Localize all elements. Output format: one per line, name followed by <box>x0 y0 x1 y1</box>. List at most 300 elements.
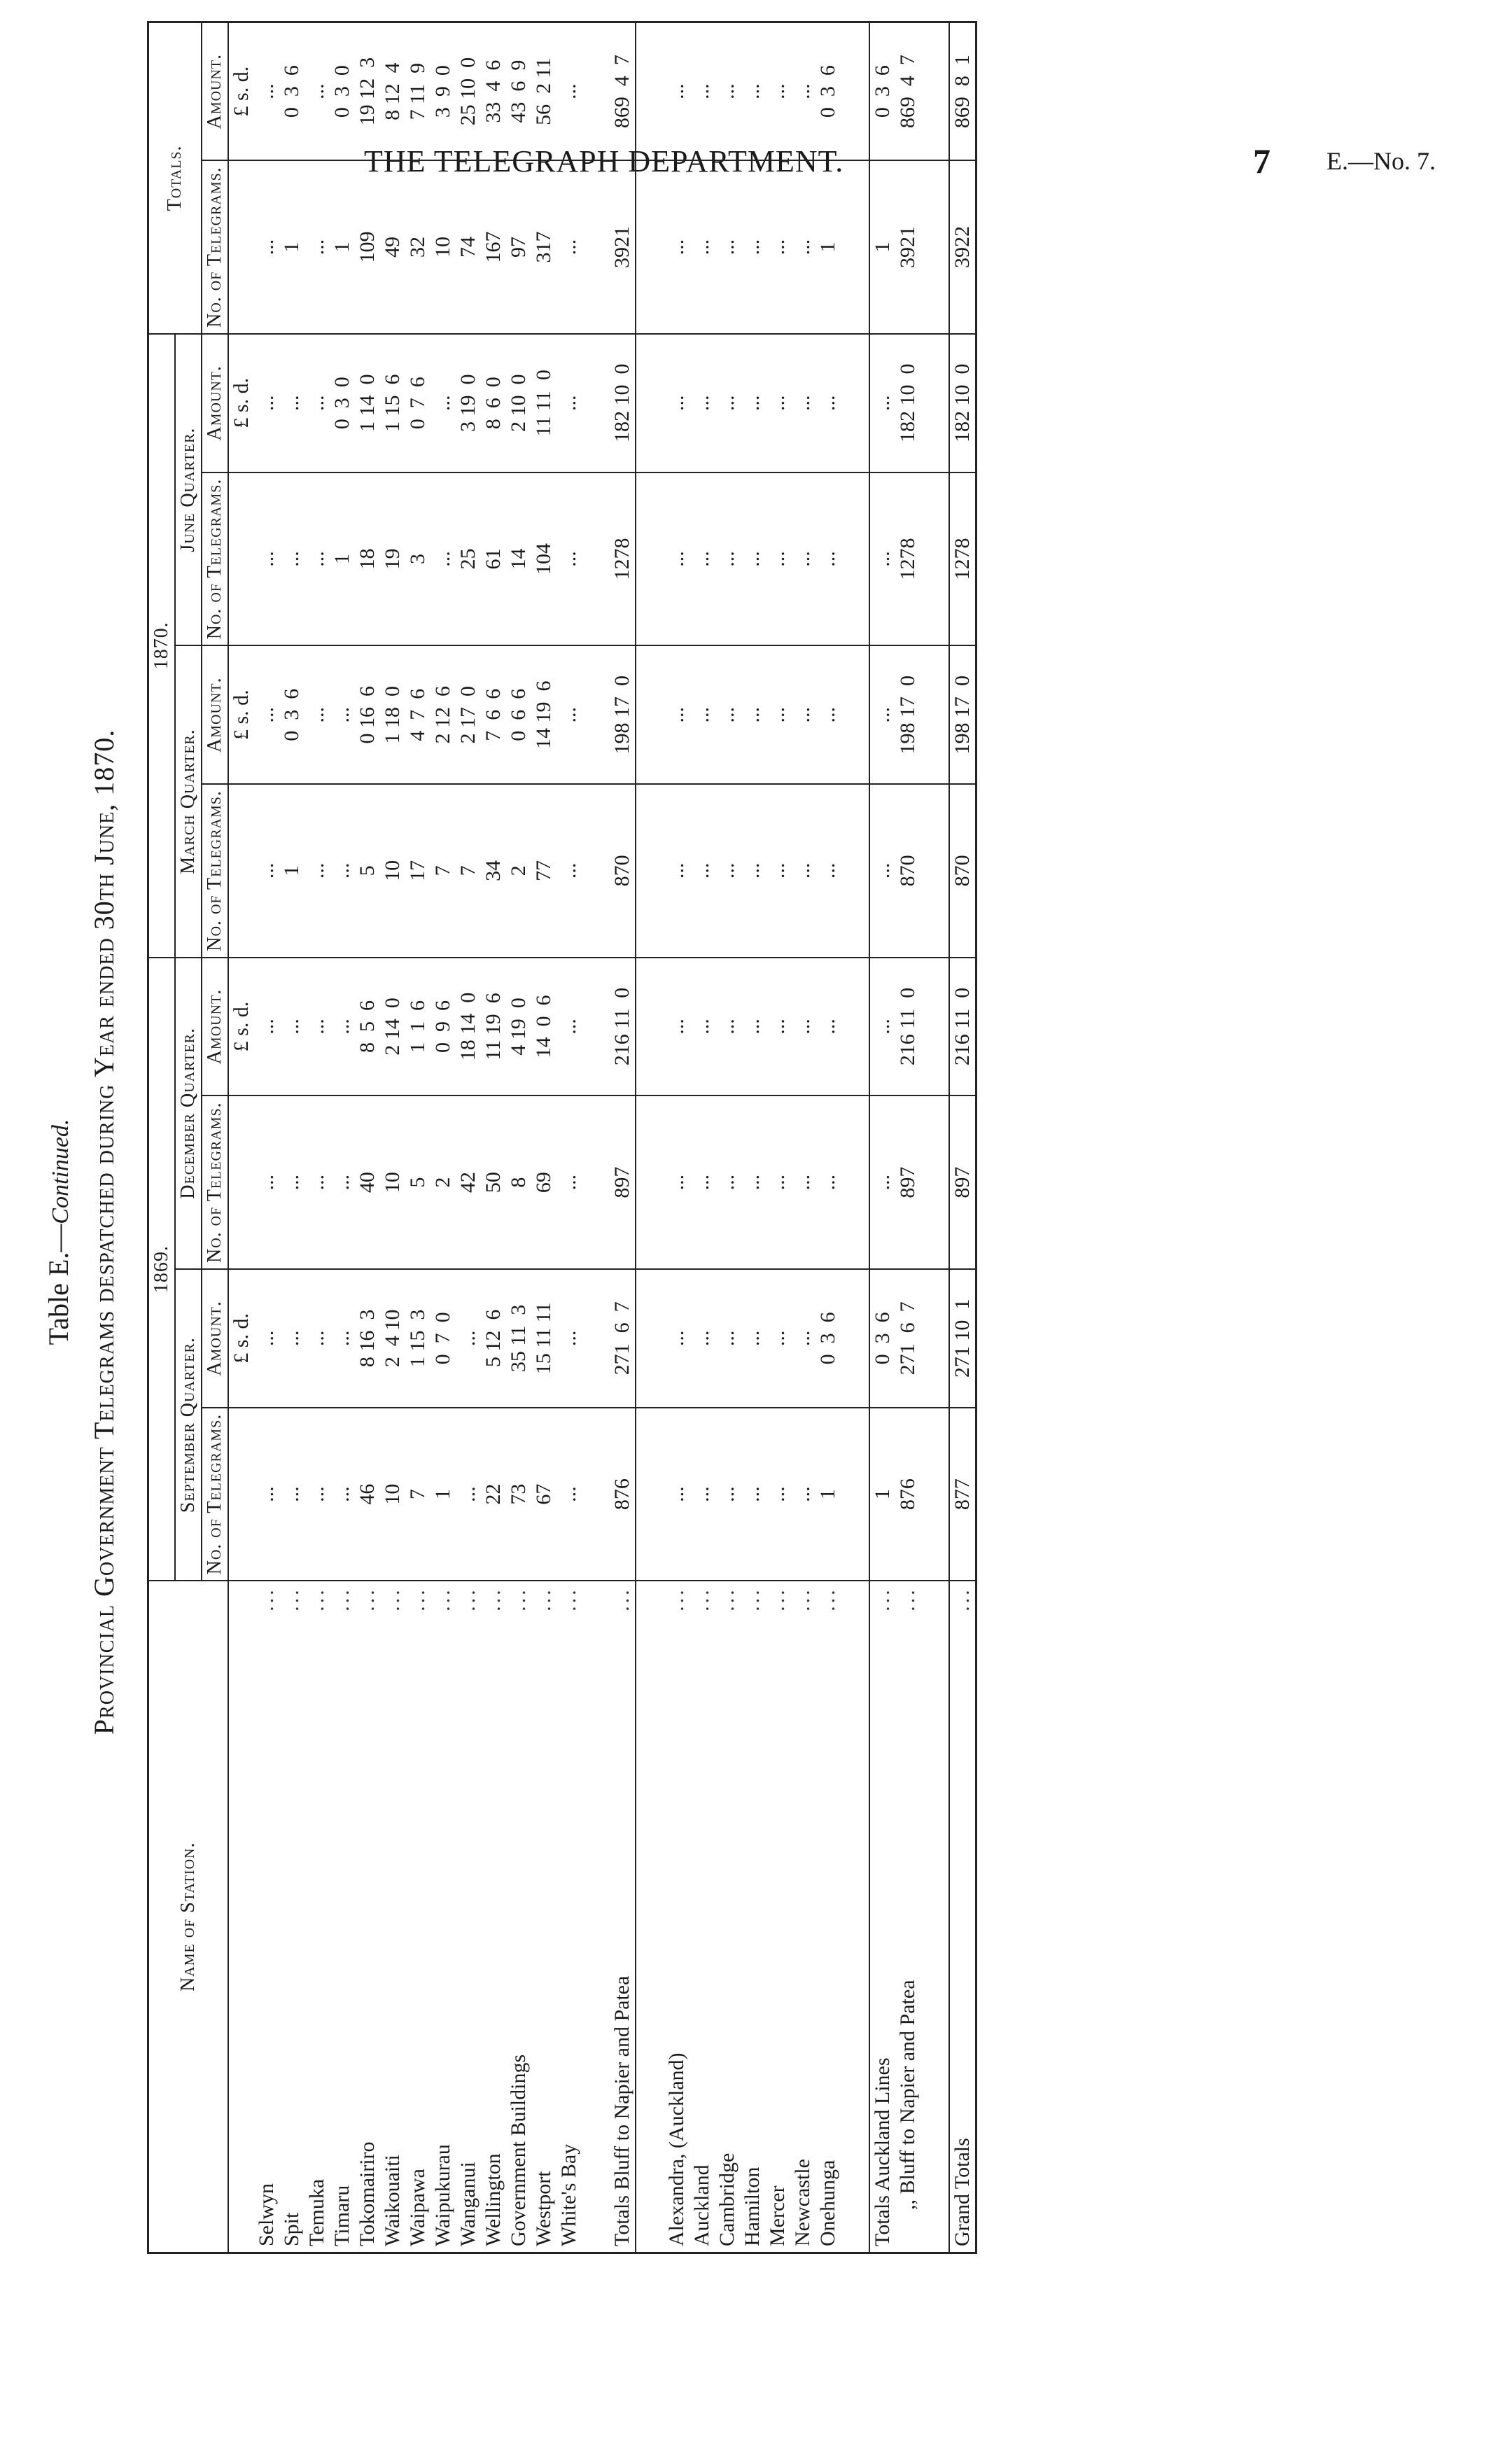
station-name: Waipawa <box>406 2169 429 2246</box>
amount-value: 8 12 4 <box>380 22 405 161</box>
amount-value: ... <box>330 958 355 1096</box>
amount-value: ... <box>664 1269 690 1408</box>
telegram-count: 1 <box>430 1408 456 1581</box>
amount-value: ... <box>279 334 304 472</box>
telegram-count: 74 <box>456 160 481 334</box>
station-name: Totals Bluff to Napier and Patea <box>610 1975 634 2246</box>
telegram-count: ... <box>869 784 895 958</box>
telegram-count: 317 <box>531 160 556 334</box>
telegram-count: ... <box>330 1096 355 1269</box>
telegram-count: ... <box>330 1408 355 1581</box>
telegram-count: 7 <box>405 1408 430 1581</box>
telegram-count: ... <box>790 1408 816 1581</box>
amount-value: 8 16 3 <box>355 1269 380 1408</box>
telegram-count: 3922 <box>949 160 976 334</box>
leader-dots: ... <box>406 1587 429 1611</box>
lsd-label: £ s. d. <box>228 645 254 784</box>
amount-value: ... <box>254 645 279 784</box>
leader-dots: ... <box>766 1587 789 1611</box>
table-container <box>147 21 1260 2254</box>
amount-value: 15 11 11 <box>531 1269 556 1408</box>
header-no-telegrams: No. of Telegrams. <box>202 472 228 646</box>
telegram-count: 870 <box>949 784 976 958</box>
telegram-count: ... <box>715 1096 740 1269</box>
station-name: Spit <box>280 2212 303 2246</box>
telegram-count: ... <box>790 160 816 334</box>
station-name: Auckland <box>690 2164 713 2246</box>
telegram-count: 897 <box>610 1096 636 1269</box>
amount-value: 1 15 6 <box>380 334 405 472</box>
telegram-count: 25 <box>456 472 481 646</box>
amount-value: 182 10 0 <box>949 334 976 472</box>
amount-value: 869 8 1 <box>949 22 976 161</box>
amount-value: ... <box>715 334 740 472</box>
header-no-telegrams: No. of Telegrams. <box>202 784 228 958</box>
amount-value: ... <box>690 1269 715 1408</box>
telegram-count: ... <box>254 784 279 958</box>
telegram-count: 18 <box>355 472 380 646</box>
leader-dots: ... <box>431 1587 454 1611</box>
telegram-count: ... <box>816 1096 841 1269</box>
station-name: Waikouaiti <box>381 2155 404 2246</box>
table-row <box>405 22 430 2253</box>
amount-value: 43 6 9 <box>506 22 531 161</box>
amount-value: ... <box>790 22 816 161</box>
header-no-telegrams: No. of Telegrams. <box>202 1096 228 1269</box>
telegram-count: ... <box>715 472 740 646</box>
telegram-count: ... <box>279 1408 304 1581</box>
amount-value: ... <box>664 334 690 472</box>
telegram-count: 50 <box>481 1096 506 1269</box>
amount-value: ... <box>715 22 740 161</box>
amount-value: ... <box>816 958 841 1096</box>
station-name: ,, Bluff to Napier and Patea <box>896 1980 919 2210</box>
telegram-count: ... <box>740 1096 765 1269</box>
amount-value: ... <box>715 645 740 784</box>
header-amount: Amount. <box>202 22 228 161</box>
leader-dots: ... <box>507 1587 530 1611</box>
amount-value: 198 17 0 <box>610 645 636 784</box>
amount-value: ... <box>869 958 895 1096</box>
table-row <box>790 22 816 2253</box>
amount-value: 0 9 6 <box>430 958 456 1096</box>
amount-value: ... <box>690 645 715 784</box>
amount-value: ... <box>304 334 330 472</box>
amount-value: 0 3 6 <box>816 22 841 161</box>
header-totals: Totals. <box>148 22 202 334</box>
table-row <box>556 22 582 2253</box>
amount-value: ... <box>254 1269 279 1408</box>
amount-value: 1 15 3 <box>405 1269 430 1408</box>
amount-value: ... <box>330 645 355 784</box>
station-name: Government Buildings <box>507 2054 530 2246</box>
telegram-count: ... <box>715 160 740 334</box>
amount-value: 271 6 7 <box>610 1269 636 1408</box>
running-title: THE TELEGRAPH DEPARTMENT. <box>364 144 844 178</box>
station-name: Tokomairiro <box>356 2141 379 2246</box>
table-row <box>254 22 279 2253</box>
telegram-count: 897 <box>895 1096 920 1269</box>
telegram-count: 1 <box>816 160 841 334</box>
amount-value: 19 12 3 <box>355 22 380 161</box>
amount-value: ... <box>430 334 456 472</box>
amount-value: 2 10 0 <box>506 334 531 472</box>
amount-value: ... <box>690 22 715 161</box>
telegram-count: ... <box>664 472 690 646</box>
telegram-count: 2 <box>430 1096 456 1269</box>
amount-value: 869 4 7 <box>610 22 636 161</box>
amount-value: 33 4 6 <box>481 22 506 161</box>
amount-value: 0 3 6 <box>816 1269 841 1408</box>
table-body <box>254 22 976 2253</box>
amount-value: 7 11 9 <box>405 22 430 161</box>
amount-value: ... <box>869 645 895 784</box>
amount-value: 2 4 10 <box>380 1269 405 1408</box>
telegram-count: ... <box>304 1408 330 1581</box>
leader-dots: ... <box>715 1587 738 1611</box>
amount-value: 0 7 6 <box>405 334 430 472</box>
telegram-count: ... <box>765 784 790 958</box>
amount-value: ... <box>715 958 740 1096</box>
table-row <box>531 22 556 2253</box>
station-name: Grand Totals <box>951 2138 974 2246</box>
amount-value: ... <box>304 958 330 1096</box>
telegram-count: ... <box>740 784 765 958</box>
station-name: Timaru <box>330 2185 354 2246</box>
amount-value: ... <box>556 334 582 472</box>
telegram-count: 870 <box>610 784 636 958</box>
table-row <box>380 22 405 2253</box>
amount-value: ... <box>304 645 330 784</box>
amount-value: ... <box>790 334 816 472</box>
table-row <box>456 22 481 2253</box>
header-amount: Amount. <box>202 1269 228 1408</box>
telegram-count: 17 <box>405 784 430 958</box>
amount-value: 182 10 0 <box>610 334 636 472</box>
station-name: Westport <box>532 2171 555 2246</box>
telegram-count: 97 <box>506 160 531 334</box>
leader-dots: ... <box>741 1587 764 1611</box>
telegram-count: 19 <box>380 472 405 646</box>
telegram-count: ... <box>456 1408 481 1581</box>
amount-value: 216 11 0 <box>949 958 976 1096</box>
telegram-count: ... <box>664 1408 690 1581</box>
lsd-label: £ s. d. <box>228 958 254 1096</box>
telegram-count: 876 <box>895 1408 920 1581</box>
telegram-count: ... <box>304 1096 330 1269</box>
amount-value: 7 6 6 <box>481 645 506 784</box>
amount-value: ... <box>740 22 765 161</box>
amount-value: 2 12 6 <box>430 645 456 784</box>
telegram-count: ... <box>556 1096 582 1269</box>
telegram-count: 1 <box>869 160 895 334</box>
totals-row <box>895 22 920 2253</box>
amount-value: 18 14 0 <box>456 958 481 1096</box>
amount-value: 0 3 0 <box>330 334 355 472</box>
telegram-count: ... <box>790 784 816 958</box>
telegram-count: ... <box>740 1408 765 1581</box>
telegram-count: 3921 <box>610 160 636 334</box>
telegram-count: ... <box>690 1408 715 1581</box>
amount-value: 1 1 6 <box>405 958 430 1096</box>
leader-dots: ... <box>871 1587 894 1611</box>
station-name: Totals Auckland Lines <box>871 2057 894 2246</box>
amount-value: ... <box>790 958 816 1096</box>
header-year-1870: 1870. <box>148 334 176 958</box>
amount-value: 14 0 6 <box>531 958 556 1096</box>
amount-value: ... <box>765 22 790 161</box>
amount-value: 216 11 0 <box>895 958 920 1096</box>
amount-value: ... <box>304 22 330 161</box>
amount-value: ... <box>715 1269 740 1408</box>
telegram-count: ... <box>664 784 690 958</box>
amount-value: 3 9 0 <box>430 22 456 161</box>
telegram-count: 3921 <box>895 160 920 334</box>
telegram-count: 3 <box>405 472 430 646</box>
station-name: Wanganui <box>456 2162 479 2246</box>
table-row <box>690 22 715 2253</box>
amount-value: ... <box>664 22 690 161</box>
leader-dots: ... <box>482 1587 505 1611</box>
amount-value: 198 17 0 <box>895 645 920 784</box>
amount-value: 1 14 0 <box>355 334 380 472</box>
telegram-count: ... <box>430 472 456 646</box>
amount-value: ... <box>816 334 841 472</box>
amount-value: ... <box>456 1269 481 1408</box>
telegram-count: 7 <box>430 784 456 958</box>
leader-dots: ... <box>816 1587 839 1611</box>
telegram-count: ... <box>304 784 330 958</box>
header-amount: Amount. <box>202 958 228 1096</box>
telegram-count: 7 <box>456 784 481 958</box>
telegram-count: ... <box>254 1096 279 1269</box>
telegram-count: 1 <box>869 1408 895 1581</box>
table-row <box>816 22 841 2253</box>
telegram-count: ... <box>816 784 841 958</box>
amount-value: 271 6 7 <box>895 1269 920 1408</box>
telegram-count: 5 <box>405 1096 430 1269</box>
leader-dots: ... <box>356 1587 379 1611</box>
telegram-count: ... <box>765 1096 790 1269</box>
telegram-count: 10 <box>380 784 405 958</box>
header-no-telegrams: No. of Telegrams. <box>202 1408 228 1581</box>
amount-value: ... <box>556 22 582 161</box>
telegram-count: 49 <box>380 160 405 334</box>
station-name: Hamilton <box>741 2166 764 2246</box>
header-amount: Amount. <box>202 645 228 784</box>
amount-value: 1 18 0 <box>380 645 405 784</box>
amount-value: 56 2 11 <box>531 22 556 161</box>
telegram-count: 109 <box>355 160 380 334</box>
amount-value: 11 11 0 <box>531 334 556 472</box>
telegram-count: ... <box>664 1096 690 1269</box>
amount-value: 0 3 6 <box>869 1269 895 1408</box>
table-row <box>765 22 790 2253</box>
leader-dots: ... <box>557 1587 580 1611</box>
amount-value: 35 11 3 <box>506 1269 531 1408</box>
telegram-count: ... <box>690 472 715 646</box>
table-row <box>430 22 456 2253</box>
table-row <box>304 22 330 2253</box>
telegram-count: 876 <box>610 1408 636 1581</box>
amount-value: ... <box>690 334 715 472</box>
table-title: Provincial Government Telegrams despatched during Year ended 30th June, 1870. <box>88 729 120 1735</box>
amount-value: 0 6 6 <box>506 645 531 784</box>
amount-value: ... <box>664 645 690 784</box>
telegram-count: 1 <box>279 784 304 958</box>
telegram-count: 1 <box>816 1408 841 1581</box>
amount-value: 4 7 6 <box>405 645 430 784</box>
amount-value: 2 14 0 <box>380 958 405 1096</box>
telegram-count: 14 <box>506 472 531 646</box>
telegram-count: 61 <box>481 472 506 646</box>
telegram-count: 1278 <box>895 472 920 646</box>
table-label: Table E.—Continued. <box>43 1119 74 1345</box>
amount-value: 182 10 0 <box>895 334 920 472</box>
telegram-count: 22 <box>481 1408 506 1581</box>
telegram-count: ... <box>690 784 715 958</box>
telegram-count: ... <box>556 160 582 334</box>
telegram-count: 46 <box>355 1408 380 1581</box>
telegram-count: 870 <box>895 784 920 958</box>
station-name: Alexandra, (Auckland) <box>665 2052 688 2246</box>
amount-value: ... <box>254 22 279 161</box>
spacer-row <box>841 22 869 2253</box>
leader-dots: ... <box>665 1587 688 1611</box>
telegram-count: 897 <box>949 1096 976 1269</box>
amount-value: ... <box>556 1269 582 1408</box>
amount-value: ... <box>765 645 790 784</box>
telegram-count: ... <box>715 784 740 958</box>
telegram-count: ... <box>556 1408 582 1581</box>
continued-label: Continued. <box>48 1119 74 1224</box>
telegram-count: ... <box>765 160 790 334</box>
amount-value: 0 16 6 <box>355 645 380 784</box>
amount-value: ... <box>690 958 715 1096</box>
amount-value: ... <box>254 958 279 1096</box>
telegram-count: 10 <box>430 160 456 334</box>
telegram-count: 10 <box>380 1408 405 1581</box>
telegram-count: 1278 <box>949 472 976 646</box>
leader-dots: ... <box>951 1587 974 1611</box>
leader-dots: ... <box>330 1587 354 1611</box>
leader-dots: ... <box>456 1587 479 1611</box>
station-name: Wellington <box>482 2153 505 2246</box>
amount-value: 198 17 0 <box>949 645 976 784</box>
amount-value: 216 11 0 <box>610 958 636 1096</box>
telegram-count: ... <box>254 160 279 334</box>
amount-value: ... <box>279 1269 304 1408</box>
leader-dots: ... <box>610 1587 634 1611</box>
table-row <box>715 22 740 2253</box>
table-row <box>740 22 765 2253</box>
leader-dots: ... <box>305 1587 328 1611</box>
amount-value: ... <box>765 334 790 472</box>
table-row <box>355 22 380 2253</box>
amount-value: 869 4 7 <box>895 22 920 161</box>
telegram-count: ... <box>556 472 582 646</box>
telegram-count: 8 <box>506 1096 531 1269</box>
leader-dots: ... <box>791 1587 814 1611</box>
amount-value: 0 7 0 <box>430 1269 456 1408</box>
table-row <box>506 22 531 2253</box>
amount-value: ... <box>869 334 895 472</box>
telegram-count: 167 <box>481 160 506 334</box>
telegram-count: ... <box>790 1096 816 1269</box>
amount-value: ... <box>304 1269 330 1408</box>
spacer-row <box>920 22 949 2253</box>
amount-value: 8 5 6 <box>355 958 380 1096</box>
amount-value: 5 12 6 <box>481 1269 506 1408</box>
telegram-count: ... <box>765 472 790 646</box>
telegram-count: ... <box>715 1408 740 1581</box>
totals-row <box>610 22 636 2253</box>
spacer-row <box>582 22 610 2253</box>
telegram-count: 1278 <box>610 472 636 646</box>
lsd-label: £ s. d. <box>228 22 254 161</box>
leader-dots: ... <box>280 1587 303 1611</box>
amount-value: 3 19 0 <box>456 334 481 472</box>
leader-dots: ... <box>532 1587 555 1611</box>
telegram-count: ... <box>664 160 690 334</box>
grand-totals-row <box>949 22 976 2253</box>
lsd-label: £ s. d. <box>228 334 254 472</box>
amount-value: ... <box>556 958 582 1096</box>
table-row <box>330 22 355 2253</box>
telegram-count: 32 <box>405 160 430 334</box>
amount-value: 0 3 6 <box>279 22 304 161</box>
document-reference: E.—No. 7. <box>1326 147 1436 175</box>
telegram-count: 67 <box>531 1408 556 1581</box>
amount-value: ... <box>790 645 816 784</box>
station-name: Mercer <box>766 2185 789 2246</box>
telegram-count: 40 <box>355 1096 380 1269</box>
header-march-quarter: March Quarter. <box>175 645 202 957</box>
telegram-count: ... <box>330 784 355 958</box>
amount-value: ... <box>816 645 841 784</box>
telegram-count: ... <box>790 472 816 646</box>
telegram-count: ... <box>254 472 279 646</box>
table-row <box>664 22 690 2253</box>
station-name: Temuka <box>305 2178 328 2246</box>
telegram-count: 42 <box>456 1096 481 1269</box>
leader-dots: ... <box>690 1587 713 1611</box>
leader-dots: ... <box>255 1587 278 1611</box>
header-september-quarter: September Quarter. <box>175 1269 202 1581</box>
amount-value: ... <box>790 1269 816 1408</box>
telegram-count: 69 <box>531 1096 556 1269</box>
amount-value: ... <box>664 958 690 1096</box>
amount-value: ... <box>765 958 790 1096</box>
telegram-count: ... <box>869 1096 895 1269</box>
amount-value: ... <box>740 958 765 1096</box>
station-name: Newcastle <box>791 2159 814 2246</box>
amount-value: 25 10 0 <box>456 22 481 161</box>
telegram-count: 77 <box>531 784 556 958</box>
amount-value: 2 17 0 <box>456 645 481 784</box>
amount-value: 0 3 6 <box>869 22 895 161</box>
telegram-count: ... <box>869 472 895 646</box>
telegram-count: ... <box>556 784 582 958</box>
telegrams-table <box>147 21 977 2254</box>
header-amount: Amount. <box>202 334 228 472</box>
header-december-quarter: December Quarter. <box>175 958 202 1269</box>
telegram-count: ... <box>740 472 765 646</box>
telegram-count: ... <box>816 472 841 646</box>
amount-value: 0 3 0 <box>330 22 355 161</box>
station-name: Selwyn <box>255 2183 278 2246</box>
spacer-row <box>636 22 664 2253</box>
